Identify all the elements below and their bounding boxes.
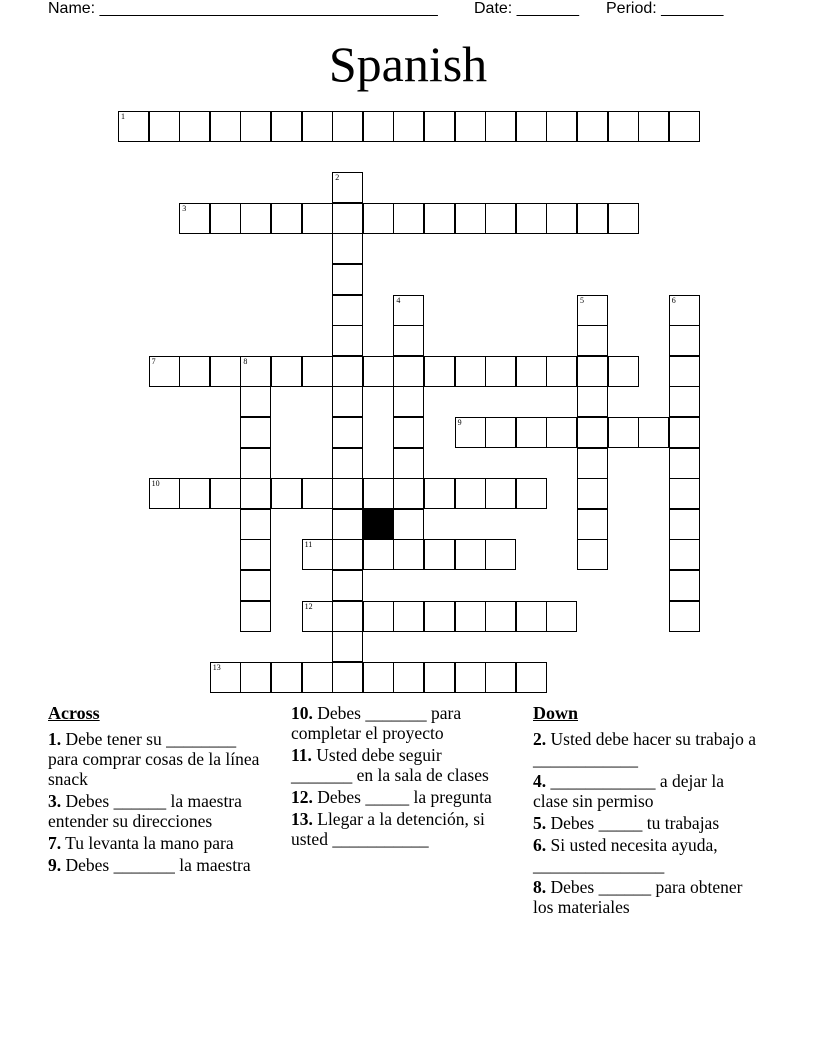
grid-cell[interactable] — [577, 356, 608, 387]
grid-cell[interactable] — [210, 356, 241, 387]
grid-cell[interactable] — [332, 601, 363, 632]
grid-cell[interactable] — [393, 295, 424, 326]
grid-cell[interactable] — [393, 509, 424, 540]
grid-cell[interactable] — [393, 417, 424, 448]
grid-cell[interactable] — [577, 539, 608, 570]
grid-cell[interactable] — [393, 386, 424, 417]
clue-down-4 — [533, 771, 758, 811]
grid-cell[interactable] — [302, 356, 333, 387]
grid-cell[interactable] — [669, 601, 700, 632]
clue-down-6 — [533, 835, 758, 875]
period-field[interactable]: Period: _______ — [606, 0, 724, 17]
clue-text: Debes _______ la maestra — [61, 855, 251, 875]
grid-cell[interactable] — [332, 386, 363, 417]
grid-cell[interactable] — [149, 478, 180, 509]
grid-cell[interactable] — [240, 448, 271, 479]
clue-across-3 — [48, 791, 263, 831]
clue-number-label: 11 — [304, 540, 313, 550]
grid-cell[interactable] — [577, 448, 608, 479]
grid-cell[interactable] — [332, 356, 363, 387]
grid-cell[interactable] — [393, 203, 424, 234]
grid-cell[interactable] — [240, 386, 271, 417]
grid-cell[interactable] — [424, 478, 455, 509]
clue-number: 2. — [533, 729, 547, 749]
grid-cell[interactable] — [669, 509, 700, 540]
grid-cell[interactable] — [271, 478, 302, 509]
grid-cell[interactable] — [210, 662, 241, 693]
grid-cell[interactable] — [485, 478, 516, 509]
grid-cell[interactable] — [455, 478, 486, 509]
grid-cell[interactable] — [455, 601, 486, 632]
grid-cell[interactable] — [210, 203, 241, 234]
grid-cell[interactable] — [485, 203, 516, 234]
grid-cell[interactable] — [546, 417, 577, 448]
clue-across-1 — [48, 729, 263, 789]
clue-number-label: 6 — [671, 295, 676, 305]
grid-cell[interactable] — [332, 203, 363, 234]
grid-cell[interactable] — [240, 356, 271, 387]
clue-number-label: 10 — [151, 479, 160, 489]
grid-cell[interactable] — [271, 356, 302, 387]
clue-number: 3. — [48, 791, 62, 811]
across-heading: Across — [48, 703, 100, 723]
grid-cell[interactable] — [271, 203, 302, 234]
clue-number-label: 2 — [335, 173, 340, 183]
grid-cell[interactable] — [363, 203, 394, 234]
grid-cell[interactable] — [516, 601, 547, 632]
grid-cell[interactable] — [363, 601, 394, 632]
grid-cell[interactable] — [455, 356, 486, 387]
grid-cell[interactable] — [577, 417, 608, 448]
clue-text: Debes _______ para completar el proyecto — [291, 703, 462, 743]
grid-cell[interactable] — [118, 111, 149, 142]
grid-cell[interactable] — [332, 295, 363, 326]
grid-cell[interactable] — [516, 111, 547, 142]
grid-cell[interactable] — [638, 417, 669, 448]
grid-cell[interactable] — [302, 478, 333, 509]
clue-text: Debes ______ la maestra entender su direcciones — [48, 791, 242, 831]
grid-cell[interactable] — [516, 356, 547, 387]
clue-text: Debe tener su ________ para comprar cosas de la línea snack — [48, 729, 260, 789]
clue-across-13 — [291, 809, 506, 849]
grid-cell[interactable] — [179, 356, 210, 387]
grid-cell[interactable] — [669, 111, 700, 142]
grid-cell[interactable] — [577, 203, 608, 234]
clue-text: Tu levanta la mano para — [61, 833, 234, 853]
grid-cell[interactable] — [485, 662, 516, 693]
grid-cell[interactable] — [363, 356, 394, 387]
grid-cell[interactable] — [332, 448, 363, 479]
grid-cell[interactable] — [302, 662, 333, 693]
grid-cell[interactable] — [546, 111, 577, 142]
grid-cell[interactable] — [179, 203, 210, 234]
grid-cell[interactable] — [363, 478, 394, 509]
clue-number-label: 1 — [121, 112, 125, 121]
grid-cell[interactable] — [669, 570, 700, 601]
grid-cell[interactable] — [149, 356, 180, 387]
clue-number: 10. — [291, 703, 313, 723]
clue-across-7 — [48, 833, 263, 853]
grid-cell[interactable] — [608, 356, 639, 387]
grid-cell[interactable] — [577, 111, 608, 142]
grid-cell[interactable] — [669, 325, 700, 356]
clues-column-3 — [533, 703, 758, 919]
grid-cell[interactable] — [577, 295, 608, 326]
grid-cell[interactable] — [332, 570, 363, 601]
grid-cell[interactable] — [393, 448, 424, 479]
grid-cell[interactable] — [516, 417, 547, 448]
grid-cell[interactable] — [393, 356, 424, 387]
grid-cell[interactable] — [210, 478, 241, 509]
grid-cell[interactable] — [332, 631, 363, 662]
clues-column-2 — [291, 703, 506, 851]
grid-cell[interactable] — [424, 356, 455, 387]
down-heading: Down — [533, 703, 579, 723]
grid-cell[interactable] — [608, 111, 639, 142]
grid-cell[interactable] — [577, 509, 608, 540]
grid-cell[interactable] — [669, 295, 700, 326]
clue-down-8 — [533, 877, 758, 917]
clue-text: Usted debe seguir _______ en la sala de clases — [291, 745, 489, 785]
grid-cell[interactable] — [332, 172, 363, 203]
clue-number-label: 4 — [396, 295, 401, 305]
grid-cell[interactable] — [271, 662, 302, 693]
grid-cell[interactable] — [302, 539, 333, 570]
clue-number: 9. — [48, 855, 62, 875]
grid-cell[interactable] — [240, 111, 271, 142]
clue-number-label: 9 — [457, 418, 462, 427]
clue-number-label: 8 — [243, 356, 248, 366]
grid-cell[interactable] — [332, 233, 363, 264]
grid-cell[interactable] — [240, 417, 271, 448]
grid-cell[interactable] — [302, 111, 333, 142]
grid-cell[interactable] — [363, 111, 394, 142]
grid-cell[interactable] — [332, 539, 363, 570]
grid-cell[interactable] — [363, 662, 394, 693]
grid-cell[interactable] — [332, 264, 363, 295]
grid-cell[interactable] — [332, 478, 363, 509]
grid-cell[interactable] — [240, 509, 271, 540]
grid-cell[interactable] — [363, 539, 394, 570]
grid-cell[interactable] — [669, 448, 700, 479]
grid-cell[interactable] — [240, 662, 271, 693]
clues-column-1 — [48, 703, 263, 877]
grid-cell[interactable] — [455, 539, 486, 570]
grid-cell[interactable] — [393, 539, 424, 570]
clue-number: 11. — [291, 745, 312, 765]
grid-cell[interactable] — [669, 539, 700, 570]
grid-cell[interactable] — [240, 203, 271, 234]
grid-cell[interactable] — [455, 111, 486, 142]
grid-cell[interactable] — [455, 662, 486, 693]
clue-text: Usted debe hacer su trabajo a ____________ — [533, 729, 757, 769]
grid-cell[interactable] — [302, 601, 333, 632]
grid-cell[interactable] — [485, 417, 516, 448]
grid-cell[interactable] — [424, 111, 455, 142]
grid-cell[interactable] — [485, 539, 516, 570]
grid-cell[interactable] — [669, 386, 700, 417]
grid-cell[interactable] — [240, 478, 271, 509]
grid-cell[interactable] — [485, 111, 516, 142]
name-field[interactable]: Name: ______________________________________ — [48, 0, 438, 17]
clue-text: Debes ______ para obtener los materiales — [533, 877, 743, 917]
clue-number: 12. — [291, 787, 313, 807]
grid-cell[interactable] — [608, 417, 639, 448]
clue-text: Debes _____ la pregunta — [312, 787, 492, 807]
grid-cell[interactable] — [332, 325, 363, 356]
clue-text: Debes _____ tu trabajas — [546, 813, 720, 833]
grid-cell[interactable] — [546, 356, 577, 387]
clue-across-10 — [291, 703, 506, 743]
clue-across-11 — [291, 745, 506, 785]
grid-cell[interactable] — [332, 417, 363, 448]
grid-cell[interactable] — [393, 111, 424, 142]
grid-cell[interactable] — [516, 662, 547, 693]
clue-number: 6. — [533, 835, 547, 855]
grid-cell[interactable] — [179, 111, 210, 142]
grid-cell[interactable] — [577, 325, 608, 356]
grid-cell[interactable] — [149, 111, 180, 142]
grid-cell[interactable] — [393, 662, 424, 693]
grid-cell[interactable] — [393, 325, 424, 356]
grid-cell[interactable] — [485, 601, 516, 632]
grid-cell[interactable] — [669, 417, 700, 448]
grid-cell[interactable] — [669, 356, 700, 387]
grid-cell[interactable] — [424, 601, 455, 632]
grid-cell[interactable] — [271, 111, 302, 142]
grid-cell[interactable] — [577, 478, 608, 509]
grid-cell[interactable] — [424, 662, 455, 693]
grid-cell[interactable] — [577, 386, 608, 417]
clue-number-label: 13 — [212, 662, 221, 672]
grid-cell[interactable] — [608, 203, 639, 234]
grid-cell[interactable] — [210, 111, 241, 142]
grid-cell[interactable] — [393, 601, 424, 632]
clue-down-2 — [533, 729, 758, 769]
clue-number-label: 7 — [151, 356, 156, 366]
page-title: Spanish — [328, 36, 488, 92]
clue-number-label: 5 — [580, 295, 584, 305]
clue-text: Si usted necesita ayuda, _______________ — [533, 835, 718, 875]
grid-cell[interactable] — [240, 539, 271, 570]
grid-cell[interactable] — [485, 356, 516, 387]
grid-cell[interactable] — [455, 417, 486, 448]
clue-number: 7. — [48, 833, 62, 853]
grid-cell[interactable] — [393, 478, 424, 509]
grid-black-cell — [363, 509, 394, 540]
clue-number: 5. — [533, 813, 547, 833]
clue-number: 1. — [48, 729, 62, 749]
grid-cell[interactable] — [424, 203, 455, 234]
grid-cell[interactable] — [546, 203, 577, 234]
grid-cell[interactable] — [302, 203, 333, 234]
grid-cell[interactable] — [332, 662, 363, 693]
grid-cell[interactable] — [516, 478, 547, 509]
clue-number: 4. — [533, 771, 547, 791]
clue-text: Llegar a la detención, si usted ___________ — [291, 809, 485, 849]
clue-across-9 — [48, 855, 263, 875]
clue-down-5 — [533, 813, 758, 833]
grid-cell[interactable] — [669, 478, 700, 509]
grid-cell[interactable] — [179, 478, 210, 509]
clue-number: 8. — [533, 877, 547, 897]
grid-cell[interactable] — [240, 601, 271, 632]
clue-text: ____________ a dejar la clase sin permiso — [533, 771, 724, 811]
clue-across-12 — [291, 787, 506, 807]
date-field[interactable]: Date: _______ — [474, 0, 579, 17]
grid-cell[interactable] — [516, 203, 547, 234]
grid-cell[interactable] — [546, 601, 577, 632]
clue-number-label: 12 — [304, 601, 313, 611]
grid-cell[interactable] — [455, 203, 486, 234]
grid-cell[interactable] — [638, 111, 669, 142]
grid-cell[interactable] — [332, 509, 363, 540]
grid-cell[interactable] — [332, 111, 363, 142]
grid-cell[interactable] — [240, 570, 271, 601]
clue-number: 13. — [291, 809, 313, 829]
clue-number-label: 3 — [182, 203, 187, 213]
grid-cell[interactable] — [424, 539, 455, 570]
